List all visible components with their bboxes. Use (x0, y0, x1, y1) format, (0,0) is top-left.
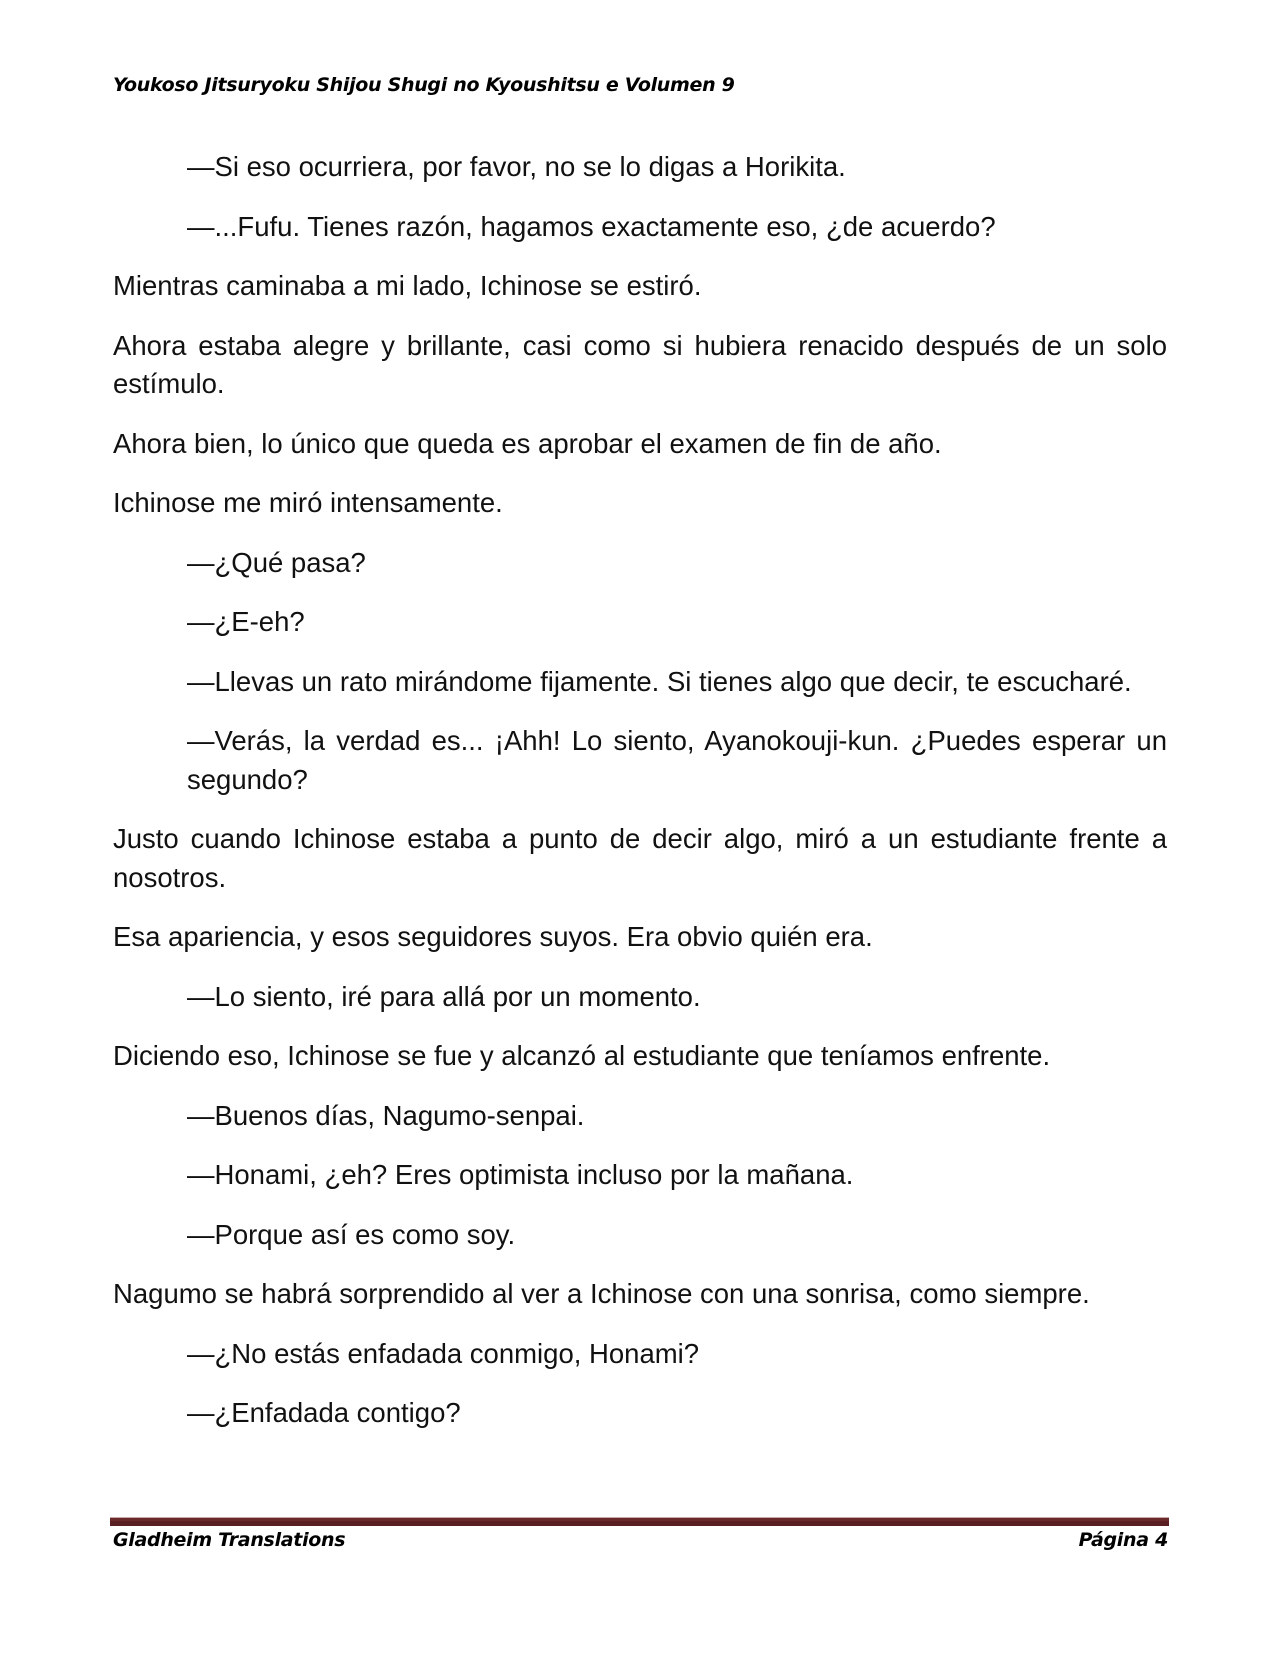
paragraph-narration: Diciendo eso, Ichinose se fue y alcanzó al estudiante que teníamos enfrente. (113, 1040, 1051, 1071)
paragraph-narration: Nagumo se habrá sorprendido al ver a Ichinose con una sonrisa, como siempre. (113, 1278, 1090, 1309)
paragraph-dialogue: —Lo siento, iré para allá por un momento. (187, 980, 701, 1012)
body-text (113, 148, 1167, 1454)
paragraph-narration: Ichinose me miró intensamente. (113, 487, 503, 518)
paragraph-dialogue: —Llevas un rato mirándome fijamente. Si tienes algo que decir, te escucharé. (187, 665, 1132, 697)
paragraph-dialogue: —¿E-eh? (187, 606, 305, 637)
paragraph-dialogue: —Si eso ocurriera, por favor, no se lo digas a Horikita. (187, 151, 846, 182)
paragraph-narration: Esa apariencia, y esos seguidores suyos. Era obvio quién era. (113, 921, 873, 952)
paragraph-dialogue: —¿Enfadada contigo? (187, 1397, 461, 1428)
paragraph-dialogue: —Honami, ¿eh? Eres optimista incluso por la mañana. (187, 1159, 854, 1190)
paragraph-narration: Ahora bien, lo único que queda es aprobar el examen de fin de año. (113, 427, 942, 459)
paragraph-dialogue: —¿No estás enfadada conmigo, Honami? (187, 1337, 700, 1369)
paragraph-dialogue: —Buenos días, Nagumo-senpai. (187, 1099, 585, 1131)
paragraph-dialogue: —Porque así es como soy. (187, 1218, 516, 1250)
paragraph-narration: Justo cuando Ichinose estaba a punto de decir algo, miró a un estudiante frente a nosotros. (113, 823, 1167, 893)
paragraph-dialogue: —...Fufu. Tienes razón, hagamos exactamente eso, ¿de acuerdo? (187, 210, 996, 242)
paragraph-narration: Ahora estaba alegre y brillante, casi como si hubiera renacido después de un solo estímulo. (113, 329, 1167, 399)
footer-page-number: Página 4 (1078, 1529, 1168, 1551)
paragraph-dialogue: —¿Qué pasa? (187, 546, 366, 578)
paragraph-dialogue: —Verás, la verdad es... ¡Ahh! Lo siento, Ayanokouji-kun. ¿Puedes esperar un segundo? (187, 725, 1167, 795)
running-header-title: Youkoso Jitsuryoku Shijou Shugi no Kyoushitsu e Volumen 9 (113, 74, 735, 96)
footer-divider (110, 1517, 1169, 1526)
paragraph-narration: Mientras caminaba a mi lado, Ichinose se estiró. (113, 270, 702, 301)
footer-translator-credit: Gladheim Translations (113, 1529, 346, 1551)
